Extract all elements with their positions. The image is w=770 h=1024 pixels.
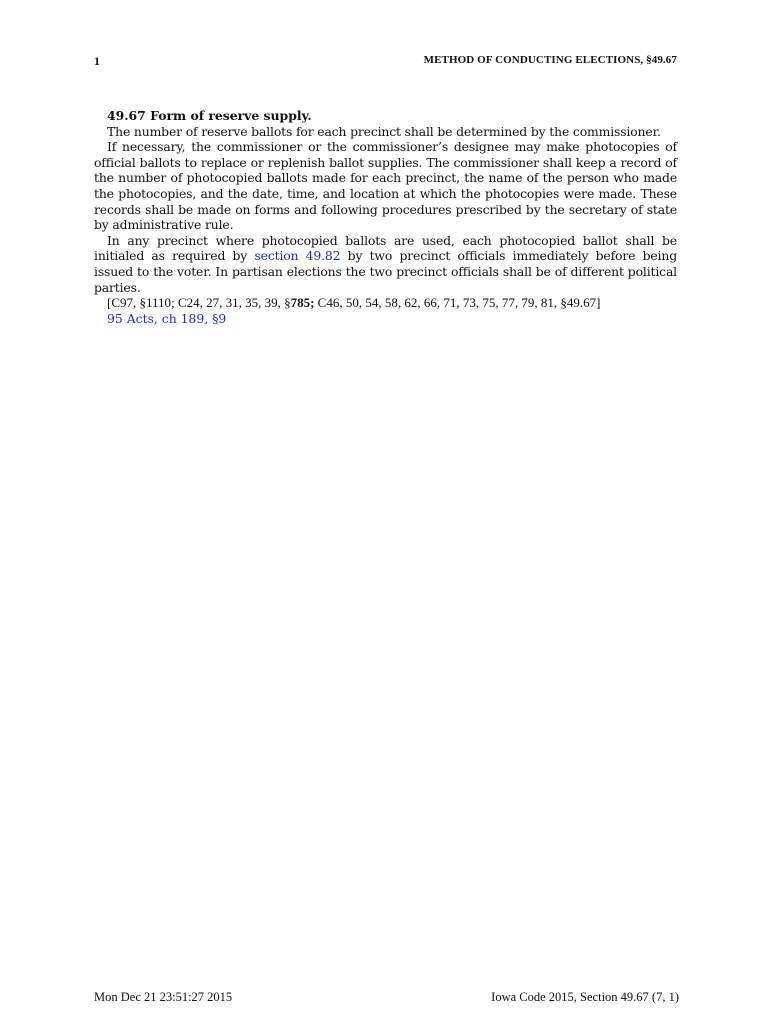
footer-timestamp: Mon Dec 21 23:51:27 2015: [94, 990, 233, 1004]
section-heading: 49.67 Form of reserve supply.: [107, 108, 312, 123]
paragraph-reserve-ballots: The number of reserve ballots for each precinct shall be determined by the commissioner.: [107, 123, 661, 139]
acts-citation: [94, 311, 677, 327]
paragraph-initialing: [94, 233, 677, 295]
history-bold: 785;: [290, 295, 315, 311]
paragraph-photocopies: If necessary, the commissioner or the commissioner’s designee may make photocopies of official ballots to replace or replenish ballot supplies. The commissioner shall keep a record of the number of photocopied ballots made for each precinct, the name of the person who made the photocopies, and the date, time, and location at which the photocopies were made. These records shall be made on forms and following procedures prescribed by the secretary of state by administrative rule.: [94, 139, 677, 233]
acts-link[interactable]: 95 Acts, ch 189, §9: [107, 310, 227, 326]
section-49-82-link[interactable]: section 49.82: [254, 248, 341, 264]
history-prefix: [C97, §1110; C24, 27, 31, 35, 39, §: [107, 295, 291, 311]
history-suffix: C46, 50, 54, 58, 62, 66, 71, 73, 75, 77, 79, 81, §49.67]: [314, 295, 601, 311]
page-number: 1: [94, 54, 100, 68]
footer-citation: Iowa Code 2015, Section 49.67 (7, 1): [491, 990, 679, 1004]
running-title: METHOD OF CONDUCTING ELECTIONS, §49.67: [423, 54, 677, 66]
paragraph-initialing-text-start: In any precinct where photocopied ballots are used, each photocopied ballot shall be initialed as required by: [94, 232, 677, 264]
section-body: [94, 108, 677, 326]
history-note: [94, 295, 677, 311]
paragraph-initialing-text-end: by two precinct officials immediately before being issued to the voter. In partisan elections the two precinct officials shall be of different political parties.: [94, 248, 677, 295]
